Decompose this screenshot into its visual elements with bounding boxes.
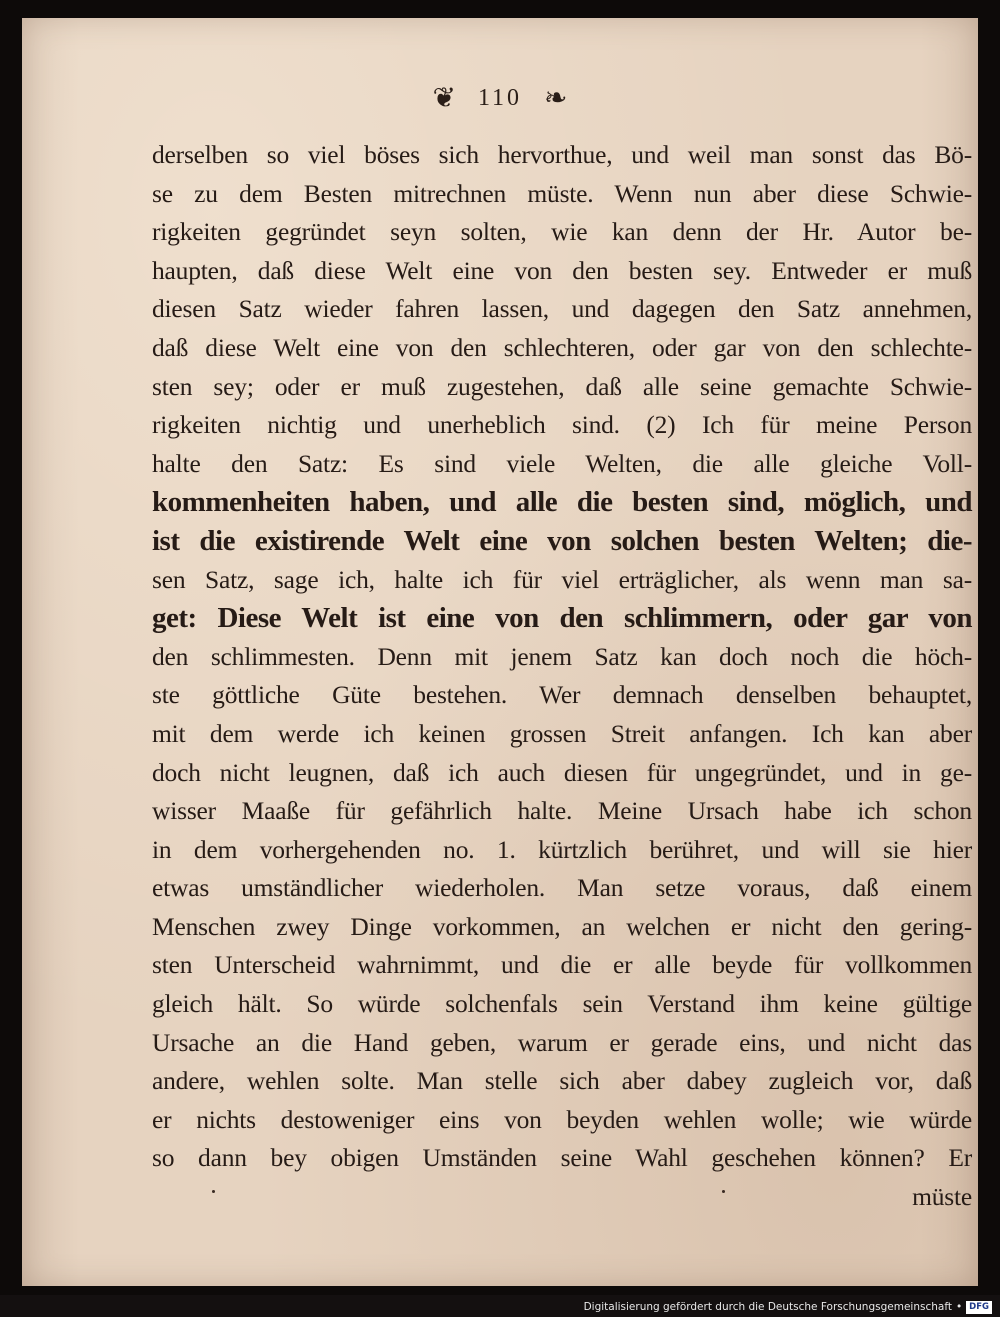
digitization-credit [584,1300,992,1314]
text-line: rigkeiten gegründet seyn solten, wie kan denn der Hr. Autor be- [152,217,972,247]
catchword: müste [912,1182,972,1212]
text-line: sten sey; oder er muß zugestehen, daß alle seine gemachte Schwie- [152,371,972,401]
text-line: in dem vorhergehenden no. 1. kürtzlich berühret, und will sie hier [152,834,972,864]
page-header [22,81,978,114]
text-line: diesen Satz wieder fahren lassen, und dagegen den Satz annehmen, [152,294,972,324]
text-line-emphasis: kommenheiten haben, und alle die besten sind, möglich, und [152,486,972,519]
text-line: doch nicht leugnen, daß ich auch diesen für ungegründet, und in ge- [152,757,972,787]
credit-separator: • [955,1301,963,1313]
ornament-left-icon: ❦ [432,81,456,114]
text-line: andere, wehlen solte. Man stelle sich aber dabey zugleich vor, daß [152,1066,972,1096]
text-line: den schlimmesten. Denn mit jenem Satz kan doch noch die höch- [152,641,972,671]
text-line: sen Satz, sage ich, halte ich für viel erträglicher, als wenn man sa- [152,564,972,594]
ink-speck [212,1190,215,1193]
page-number: 110 [477,84,523,111]
credit-text: Digitalisierung gefördert durch die Deutsche Forschungsgemeinschaft [583,1301,952,1313]
ink-speck [722,1190,725,1193]
text-line: mit dem werde ich keinen grossen Streit anfangen. Ich kan aber [152,718,972,748]
dfg-logo-icon: DFG [966,1301,992,1314]
ornament-right-icon: ❧ [544,81,568,114]
text-line: Ursache an die Hand geben, warum er gerade eins, und nicht das [152,1027,972,1057]
text-line: Menschen zwey Dinge vorkommen, an welchen er nicht den gering- [152,911,972,941]
text-line: so dann bey obigen Umständen seine Wahl geschehen können? Er [152,1143,972,1173]
text-line: daß diese Welt eine von den schlechteren, oder gar von den schlechte- [152,332,972,362]
book-page [22,18,978,1286]
text-line: er nichts destoweniger eins von beyden wehlen wolle; wie würde [152,1104,972,1134]
text-line: rigkeiten nichtig und unerheblich sind. (2) Ich für meine Person [152,410,972,440]
text-line: etwas umständlicher wiederholen. Man setze voraus, daß einem [152,873,972,903]
text-line: gleich hält. So würde solchenfals sein Verstand ihm keine gültige [152,989,972,1019]
text-line: wisser Maaße für gefährlich halte. Meine Ursach habe ich schon [152,796,972,826]
text-line: se zu dem Besten mitrechnen müste. Wenn nun aber diese Schwie- [152,178,972,208]
text-line-emphasis: get: Diese Welt ist eine von den schlimmern, oder gar von [152,602,972,635]
text-line: sten Unterscheid wahrnimmt, und die er alle beyde für vollkommen [152,950,972,980]
page-body-text [152,136,972,1217]
text-line: derselben so viel böses sich hervorthue, und weil man sonst das Bö- [152,140,972,169]
text-line: halte den Satz: Es sind viele Welten, die alle gleiche Voll- [152,448,972,478]
text-line-emphasis: ist die existirende Welt eine von solchen besten Welten; die- [152,524,972,557]
text-line: haupten, daß diese Welt eine von den besten sey. Entweder er muß [152,255,972,285]
text-line: ste göttliche Güte bestehen. Wer demnach denselben behauptet, [152,680,972,710]
